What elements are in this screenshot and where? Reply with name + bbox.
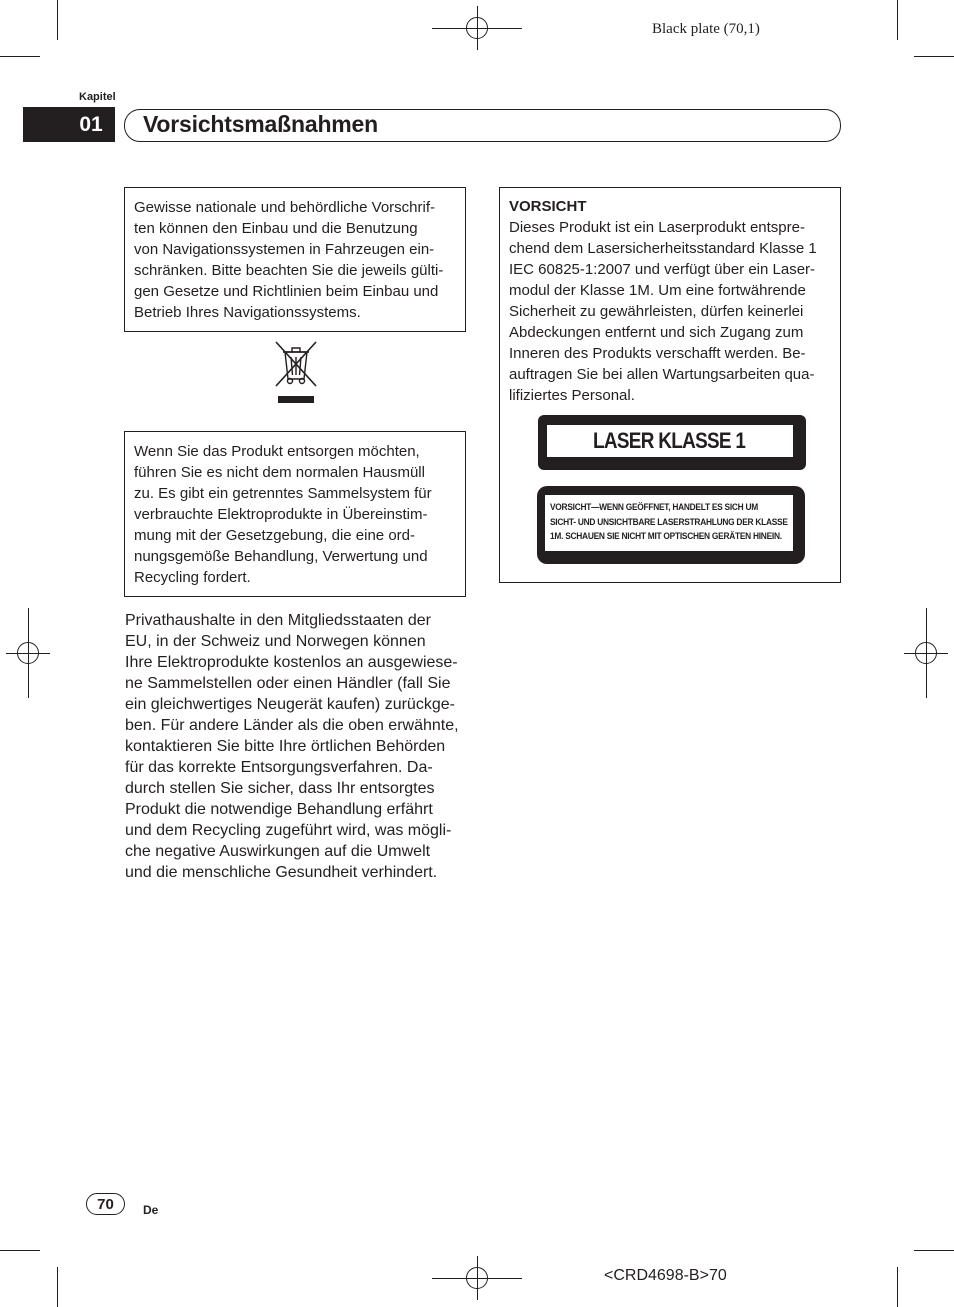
text-line: kontaktieren Sie bitte Ihre örtlichen Behörden <box>125 738 446 755</box>
text-line: von Navigationssystemen in Fahrzeugen ein- <box>134 241 435 258</box>
text-line: IEC 60825-1:2007 und verfügt über ein Laser- <box>509 261 816 278</box>
text-line: Gewisse nationale und behördliche Vorschrif- <box>134 199 436 216</box>
text-line: Betrieb Ihres Navigationssystems. <box>134 304 361 321</box>
text-line: modul der Klasse 1M. Um eine fortwährende <box>509 282 806 299</box>
text-line: auftragen Sie bei allen Wartungsarbeiten qua- <box>509 366 815 383</box>
chapter-title: Vorsichtsmaßnahmen <box>143 111 378 137</box>
text-line: mung mit der Gesetzgebung, die eine ord- <box>134 527 415 544</box>
page-number-text: 70 <box>97 1195 114 1213</box>
text-line: ben. Für andere Länder als die oben erwähnte, <box>125 717 459 734</box>
text-line: Sicherheit zu gewährleisten, dürfen keinerlei <box>509 303 804 320</box>
text-line: Privathaushalte in den Mitgliedsstaaten der <box>125 612 431 629</box>
document-code: <CRD4698-B>70 <box>604 1267 727 1284</box>
text-line: Recycling fordert. <box>134 569 251 586</box>
text-line: durch stellen Sie sicher, dass Ihr entsorgtes <box>125 780 435 797</box>
page-number <box>86 1193 125 1215</box>
text-line: Wenn Sie das Produkt entsorgen möchten, <box>134 443 420 460</box>
disposal-text <box>134 441 465 588</box>
text-line: Abdeckungen entfernt und sich Zugang zum <box>509 324 804 341</box>
caution-text <box>509 217 839 406</box>
text-line: lifiziertes Personal. <box>509 387 635 404</box>
caution-box <box>499 187 841 583</box>
text-line: zu. Es gibt ein getrenntes Sammelsystem für <box>134 485 432 502</box>
text-line: che negative Auswirkungen auf die Umwelt <box>125 843 431 860</box>
text-line: VORSICHT—WENN GEÖFFNET, HANDELT ES SICH UM <box>550 502 758 513</box>
text-line: Ihre Elektroprodukte kostenlos an ausgewiese- <box>125 654 458 671</box>
crossed-out-wheelie-bin-icon <box>274 340 318 404</box>
laser-warning-text <box>550 501 788 545</box>
plate-info: Black plate (70,1) <box>652 21 760 37</box>
text-line: Produkt die notwendige Behandlung erfährt <box>125 801 433 818</box>
caution-heading: VORSICHT <box>509 198 587 215</box>
chapter-number-badge <box>23 107 115 142</box>
text-line: Inneren des Produkts verschafft werden. Be- <box>509 345 806 362</box>
text-line: ten können den Einbau und die Benutzung <box>134 220 418 237</box>
text-line: führen Sie es nicht dem normalen Hausmüll <box>134 464 425 481</box>
text-line: chend dem Lasersicherheitsstandard Klasse 1 <box>509 240 817 257</box>
disposal-body-text <box>125 610 475 883</box>
text-line: SICHT- UND UNSICHTBARE LASERSTRAHLUNG DER KLASSE <box>550 516 788 528</box>
text-line: und die menschliche Gesundheit verhindert. <box>125 864 438 881</box>
text-line: für das korrekte Entsorgungsverfahren. Da- <box>125 759 433 776</box>
text-line: EU, in der Schweiz und Norwegen können <box>125 633 426 650</box>
laser-warning-label <box>537 486 805 564</box>
disposal-box <box>124 431 466 597</box>
text-line: schränken. Bitte beachten Sie die jeweils gülti- <box>134 262 444 279</box>
chapter-label: Kapitel <box>79 91 116 103</box>
text-line: Dieses Produkt ist ein Laserprodukt entspre- <box>509 219 805 236</box>
laser-class-label <box>538 415 806 470</box>
text-line: ein gleichwertiges Neugerät kaufen) zurückge- <box>125 696 455 713</box>
text-line: nungsgemöße Behandlung, Verwertung und <box>134 548 428 565</box>
notice-box <box>124 187 466 332</box>
text-line: gen Gesetze und Richtlinien beim Einbau und <box>134 283 439 300</box>
text-line: und dem Recycling zugeführt wird, was mögli- <box>125 822 452 839</box>
laser-class-text: LASER KLASSE 1 <box>593 428 746 453</box>
text-line: verbrauchte Elektroprodukte in Übereinstim- <box>134 506 428 523</box>
chapter-number: 01 <box>79 112 103 136</box>
text-line: 1M. SCHAUEN SIE NICHT MIT OPTISCHEN GERÄTEN HINEIN. <box>550 531 782 542</box>
text-line: ne Sammelstellen oder einen Händler (fall Sie <box>125 675 451 692</box>
notice-text <box>134 197 465 323</box>
language-code: De <box>143 1203 159 1217</box>
